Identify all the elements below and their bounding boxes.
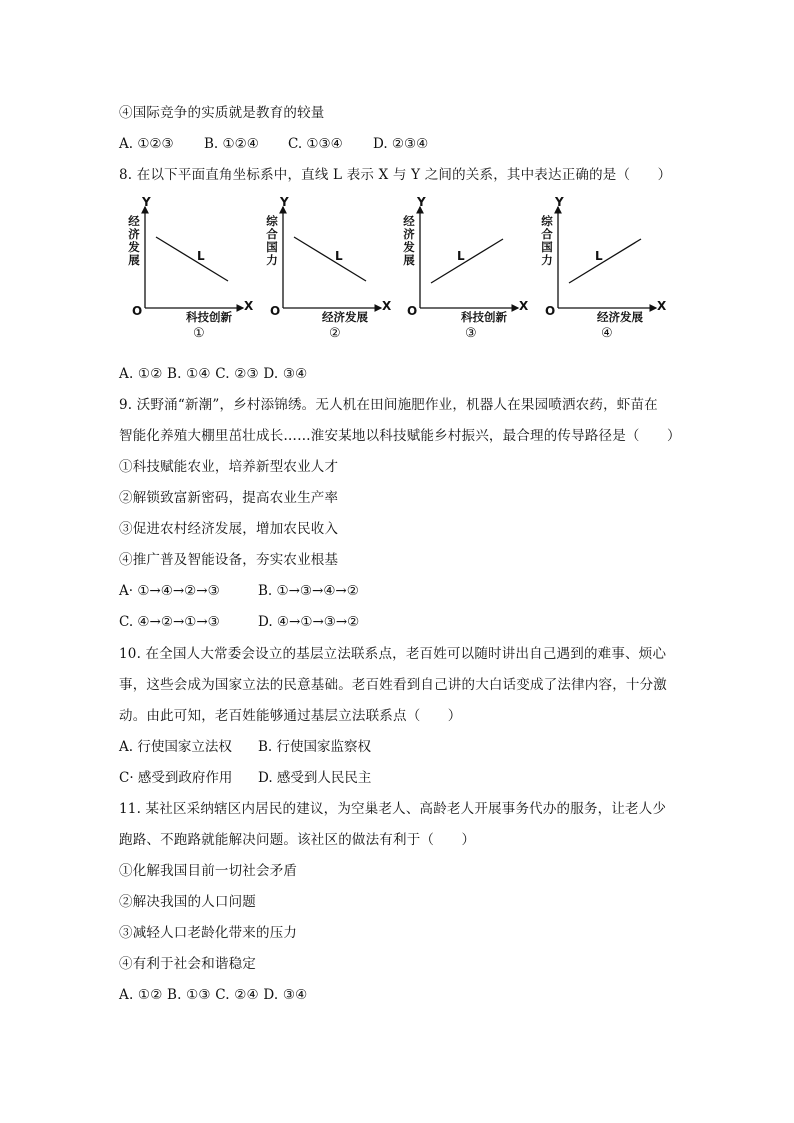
graph-4 xyxy=(531,195,667,345)
graph-1-number: ① xyxy=(193,326,205,341)
graph-4-line-l xyxy=(569,239,641,283)
graph-2-y-label: 综合国力 xyxy=(266,214,278,267)
q7-option-d: D. ②③④ xyxy=(373,136,429,152)
q7-option-a: A. ①②③ xyxy=(119,136,174,152)
graph-4-y-letter: Y xyxy=(555,195,564,209)
graph-1-origin: O xyxy=(132,304,143,318)
q10-stem-line-2: 事，这些会成为国家立法的民意基础。老百姓看到自己讲的大白话变成了法律内容，十分激 xyxy=(119,677,667,693)
q7-option-b: B. ①②④ xyxy=(204,136,259,152)
q9-item-2: ②解锁致富新密码，提高农业生产率 xyxy=(119,490,339,506)
graph-2-number: ② xyxy=(329,326,341,341)
q7-option-c: C. ①③④ xyxy=(288,136,343,152)
q10-option-a: A. 行使国家立法权 xyxy=(119,739,232,755)
graph-4-origin: O xyxy=(545,304,556,318)
q9-item-3: ③促进农村经济发展，增加农民收入 xyxy=(119,521,339,537)
graph-1-y-label: 经济发展 xyxy=(128,214,140,267)
graph-1 xyxy=(118,195,254,345)
q10-option-d: D. 感受到人民民主 xyxy=(258,770,372,786)
graph-1-x-letter: X xyxy=(244,299,254,313)
graph-4-x-letter: X xyxy=(657,299,667,313)
graph-2-x-label: 经济发展 xyxy=(322,310,368,324)
q11-item-4: ④有利于社会和谐稳定 xyxy=(119,956,256,972)
q10-stem-line-3: 动。由此可知，老百姓能够通过基层立法联系点（ ） xyxy=(119,708,462,724)
graph-4-number: ④ xyxy=(601,326,613,341)
q11-item-3: ③减轻人口老龄化带来的压力 xyxy=(119,925,298,941)
graph-2-origin: O xyxy=(270,304,281,318)
graph-3-y-label: 经济发展 xyxy=(403,214,415,267)
graph-3-number: ③ xyxy=(465,326,477,341)
q11-item-1: ①化解我国目前一切社会矛盾 xyxy=(119,863,298,879)
graph-4-x-label: 经济发展 xyxy=(597,310,643,324)
q7-item-4: ④国际竞争的实质就是教育的较量 xyxy=(119,105,325,121)
graph-3-x-label: 科技创新 xyxy=(461,310,507,324)
q9-stem-line-1: 9. 沃野涌“新潮”，乡村添锦绣。无人机在田间施肥作业，机器人在果园喷洒农药，虾苗在 xyxy=(119,397,658,413)
q11-stem-line-2: 跑路、不跑路就能解决问题。该社区的做法有利于（ ） xyxy=(119,832,476,848)
graph-3-line-label: L xyxy=(457,249,465,263)
graph-2 xyxy=(256,195,392,345)
graph-4-y-label: 综合国力 xyxy=(541,214,553,267)
q8-options: A. ①② B. ①④ C. ②③ D. ③④ xyxy=(119,366,308,382)
q10-option-b: B. 行使国家监察权 xyxy=(258,739,372,755)
graph-2-x-letter: X xyxy=(382,299,392,313)
q10-option-c: C· 感受到政府作用 xyxy=(119,770,233,786)
q11-options: A. ①② B. ①③ C. ②④ D. ③④ xyxy=(119,987,308,1003)
graph-2-line-l xyxy=(294,237,366,281)
graph-1-y-letter: Y xyxy=(142,195,151,209)
q9-option-c: C. ④→②→①→③ xyxy=(119,614,220,630)
graph-3-y-letter: Y xyxy=(417,195,426,209)
q9-option-d: D. ④→①→③→② xyxy=(258,614,360,630)
graph-1-x-label: 科技创新 xyxy=(186,310,232,324)
q9-option-b: B. ①→③→④→② xyxy=(258,583,359,599)
q9-option-a: A· ①→④→②→③ xyxy=(119,583,220,599)
graph-1-line-label: L xyxy=(197,249,205,263)
graph-1-line-l xyxy=(156,237,228,281)
q8-stem: 8. 在以下平面直角坐标系中，直线 L 表示 X 与 Y 之间的关系，其中表达正确的是（ ） xyxy=(119,167,672,183)
q11-item-2: ②解决我国的人口问题 xyxy=(119,894,256,910)
graph-2-y-letter: Y xyxy=(280,195,289,209)
graph-3-origin: O xyxy=(407,304,418,318)
q10-stem-line-1: 10. 在全国人大常委会设立的基层立法联系点，老百姓可以随时讲出自己遇到的难事、烦心 xyxy=(119,646,667,662)
graph-3 xyxy=(393,195,529,345)
graph-3-line-l xyxy=(431,239,503,283)
graph-3-x-letter: X xyxy=(519,299,529,313)
graph-2-line-label: L xyxy=(335,249,343,263)
q9-item-1: ①科技赋能农业，培养新型农业人才 xyxy=(119,459,339,475)
graph-4-line-label: L xyxy=(595,249,603,263)
q11-stem-line-1: 11. 某社区采纳辖区内居民的建议，为空巢老人、高龄老人开展事务代办的服务，让老人少 xyxy=(119,801,667,817)
q9-stem-line-2: 智能化养殖大棚里茁壮成长……淮安某地以科技赋能乡村振兴，最合理的传导路径是（ ） xyxy=(119,428,681,444)
q9-item-4: ④推广普及智能设备，夯实农业根基 xyxy=(119,552,339,568)
